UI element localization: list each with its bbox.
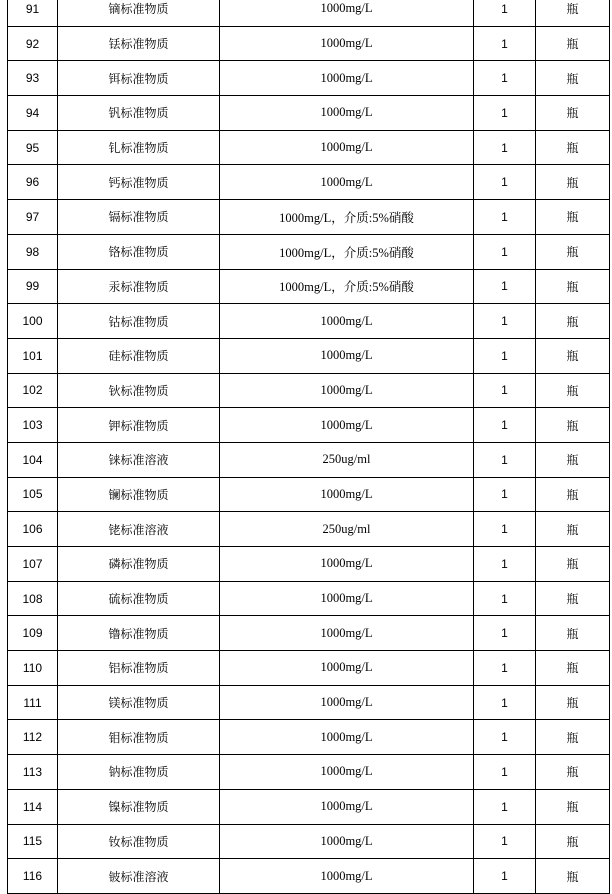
specification-cell: 1000mg/L [220, 304, 474, 339]
row-number-cell: 100 [8, 304, 58, 339]
table-row [8, 96, 610, 131]
quantity-cell: 1 [474, 616, 536, 651]
quantity-cell: 1 [474, 269, 536, 304]
specification-cell: 1000mg/L [220, 755, 474, 790]
unit-cell: 瓶 [536, 0, 610, 26]
material-name-cell: 铑标准溶液 [58, 512, 220, 547]
table-row [8, 651, 610, 686]
specification-cell: 1000mg/L [220, 408, 474, 443]
quantity-cell: 1 [474, 685, 536, 720]
materials-table [7, 0, 610, 894]
row-number-cell: 116 [8, 859, 58, 894]
row-number-cell: 107 [8, 547, 58, 582]
row-number-cell: 105 [8, 477, 58, 512]
unit-cell: 瓶 [536, 61, 610, 96]
unit-cell: 瓶 [536, 581, 610, 616]
unit-cell: 瓶 [536, 200, 610, 235]
material-name-cell: 铥标准物质 [58, 26, 220, 61]
table-row [8, 61, 610, 96]
table-row [8, 165, 610, 200]
material-name-cell: 硅标准物质 [58, 338, 220, 373]
unit-cell: 瓶 [536, 408, 610, 443]
unit-cell: 瓶 [536, 651, 610, 686]
material-name-cell: 镥标准物质 [58, 616, 220, 651]
material-name-cell: 钼标准物质 [58, 720, 220, 755]
table-row [8, 373, 610, 408]
material-name-cell: 钬标准物质 [58, 373, 220, 408]
unit-cell: 瓶 [536, 269, 610, 304]
unit-cell: 瓶 [536, 616, 610, 651]
table-row [8, 304, 610, 339]
table-row [8, 408, 610, 443]
row-number-cell: 103 [8, 408, 58, 443]
material-name-cell: 镉标准物质 [58, 200, 220, 235]
unit-cell: 瓶 [536, 442, 610, 477]
quantity-cell: 1 [474, 755, 536, 790]
unit-cell: 瓶 [536, 789, 610, 824]
row-number-cell: 97 [8, 200, 58, 235]
specification-cell: 1000mg/L [220, 130, 474, 165]
quantity-cell: 1 [474, 200, 536, 235]
quantity-cell: 1 [474, 720, 536, 755]
unit-cell: 瓶 [536, 720, 610, 755]
quantity-cell: 1 [474, 581, 536, 616]
material-name-cell: 铝标准物质 [58, 651, 220, 686]
material-name-cell: 钒标准物质 [58, 96, 220, 131]
specification-cell: 1000mg/L [220, 651, 474, 686]
table-body [8, 0, 610, 893]
row-number-cell: 108 [8, 581, 58, 616]
table-row [8, 0, 610, 26]
quantity-cell: 1 [474, 165, 536, 200]
material-name-cell: 钆标准物质 [58, 130, 220, 165]
quantity-cell: 1 [474, 789, 536, 824]
specification-cell: 1000mg/L [220, 165, 474, 200]
row-number-cell: 114 [8, 789, 58, 824]
unit-cell: 瓶 [536, 338, 610, 373]
material-name-cell: 钠标准物质 [58, 755, 220, 790]
unit-cell: 瓶 [536, 96, 610, 131]
material-name-cell: 镍标准物质 [58, 789, 220, 824]
row-number-cell: 106 [8, 512, 58, 547]
material-name-cell: 汞标准物质 [58, 269, 220, 304]
specification-cell: 250ug/ml [220, 512, 474, 547]
row-number-cell: 109 [8, 616, 58, 651]
row-number-cell: 95 [8, 130, 58, 165]
row-number-cell: 113 [8, 755, 58, 790]
material-name-cell: 钾标准物质 [58, 408, 220, 443]
row-number-cell: 101 [8, 338, 58, 373]
material-name-cell: 铒标准物质 [58, 61, 220, 96]
material-name-cell: 镁标准物质 [58, 685, 220, 720]
table-row [8, 512, 610, 547]
quantity-cell: 1 [474, 547, 536, 582]
table-row [8, 685, 610, 720]
material-name-cell: 镝标准物质 [58, 0, 220, 26]
specification-cell: 1000mg/L [220, 96, 474, 131]
specification-cell: 1000mg/L [220, 373, 474, 408]
quantity-cell: 1 [474, 408, 536, 443]
specification-cell: 1000mg/L [220, 859, 474, 894]
quantity-cell: 1 [474, 442, 536, 477]
table-row [8, 824, 610, 859]
material-name-cell: 钙标准物质 [58, 165, 220, 200]
row-number-cell: 91 [8, 0, 58, 26]
table-row [8, 616, 610, 651]
quantity-cell: 1 [474, 477, 536, 512]
material-name-cell: 钕标准物质 [58, 824, 220, 859]
unit-cell: 瓶 [536, 859, 610, 894]
row-number-cell: 115 [8, 824, 58, 859]
quantity-cell: 1 [474, 373, 536, 408]
quantity-cell: 1 [474, 234, 536, 269]
quantity-cell: 1 [474, 130, 536, 165]
specification-cell: 1000mg/L [220, 338, 474, 373]
row-number-cell: 112 [8, 720, 58, 755]
table-row [8, 789, 610, 824]
material-name-cell: 铍标准溶液 [58, 859, 220, 894]
specification-cell: 1000mg/L [220, 26, 474, 61]
unit-cell: 瓶 [536, 304, 610, 339]
material-name-cell: 铼标准溶液 [58, 442, 220, 477]
table-row [8, 720, 610, 755]
table-row [8, 477, 610, 512]
unit-cell: 瓶 [536, 130, 610, 165]
unit-cell: 瓶 [536, 685, 610, 720]
row-number-cell: 94 [8, 96, 58, 131]
specification-cell: 1000mg/L [220, 477, 474, 512]
material-name-cell: 硫标准物质 [58, 581, 220, 616]
quantity-cell: 1 [474, 824, 536, 859]
table-row [8, 26, 610, 61]
specification-cell: 1000mg/L [220, 547, 474, 582]
row-number-cell: 102 [8, 373, 58, 408]
unit-cell: 瓶 [536, 373, 610, 408]
table-row [8, 755, 610, 790]
specification-cell: 1000mg/L [220, 789, 474, 824]
unit-cell: 瓶 [536, 234, 610, 269]
table-row [8, 442, 610, 477]
quantity-cell: 1 [474, 26, 536, 61]
quantity-cell: 1 [474, 61, 536, 96]
quantity-cell: 1 [474, 338, 536, 373]
table-row [8, 859, 610, 894]
unit-cell: 瓶 [536, 165, 610, 200]
specification-cell: 1000mg/L [220, 0, 474, 26]
table-row [8, 581, 610, 616]
unit-cell: 瓶 [536, 755, 610, 790]
quantity-cell: 1 [474, 859, 536, 894]
quantity-cell: 1 [474, 651, 536, 686]
quantity-cell: 1 [474, 0, 536, 26]
table-row [8, 234, 610, 269]
specification-cell: 1000mg/L，介质:5%硝酸 [220, 269, 474, 304]
table-row [8, 269, 610, 304]
material-name-cell: 钴标准物质 [58, 304, 220, 339]
unit-cell: 瓶 [536, 547, 610, 582]
specification-cell: 250ug/ml [220, 442, 474, 477]
row-number-cell: 104 [8, 442, 58, 477]
quantity-cell: 1 [474, 512, 536, 547]
row-number-cell: 99 [8, 269, 58, 304]
material-name-cell: 铬标准物质 [58, 234, 220, 269]
row-number-cell: 110 [8, 651, 58, 686]
specification-cell: 1000mg/L，介质:5%硝酸 [220, 200, 474, 235]
specification-cell: 1000mg/L [220, 61, 474, 96]
material-name-cell: 镧标准物质 [58, 477, 220, 512]
row-number-cell: 111 [8, 685, 58, 720]
table-row [8, 338, 610, 373]
table-row [8, 547, 610, 582]
specification-cell: 1000mg/L [220, 685, 474, 720]
row-number-cell: 92 [8, 26, 58, 61]
row-number-cell: 96 [8, 165, 58, 200]
unit-cell: 瓶 [536, 512, 610, 547]
specification-cell: 1000mg/L [220, 824, 474, 859]
material-name-cell: 磷标准物质 [58, 547, 220, 582]
specification-cell: 1000mg/L [220, 581, 474, 616]
quantity-cell: 1 [474, 96, 536, 131]
row-number-cell: 93 [8, 61, 58, 96]
unit-cell: 瓶 [536, 824, 610, 859]
row-number-cell: 98 [8, 234, 58, 269]
table-row [8, 130, 610, 165]
specification-cell: 1000mg/L [220, 616, 474, 651]
specification-cell: 1000mg/L [220, 720, 474, 755]
unit-cell: 瓶 [536, 26, 610, 61]
table-row [8, 200, 610, 235]
specification-cell: 1000mg/L，介质:5%硝酸 [220, 234, 474, 269]
unit-cell: 瓶 [536, 477, 610, 512]
quantity-cell: 1 [474, 304, 536, 339]
